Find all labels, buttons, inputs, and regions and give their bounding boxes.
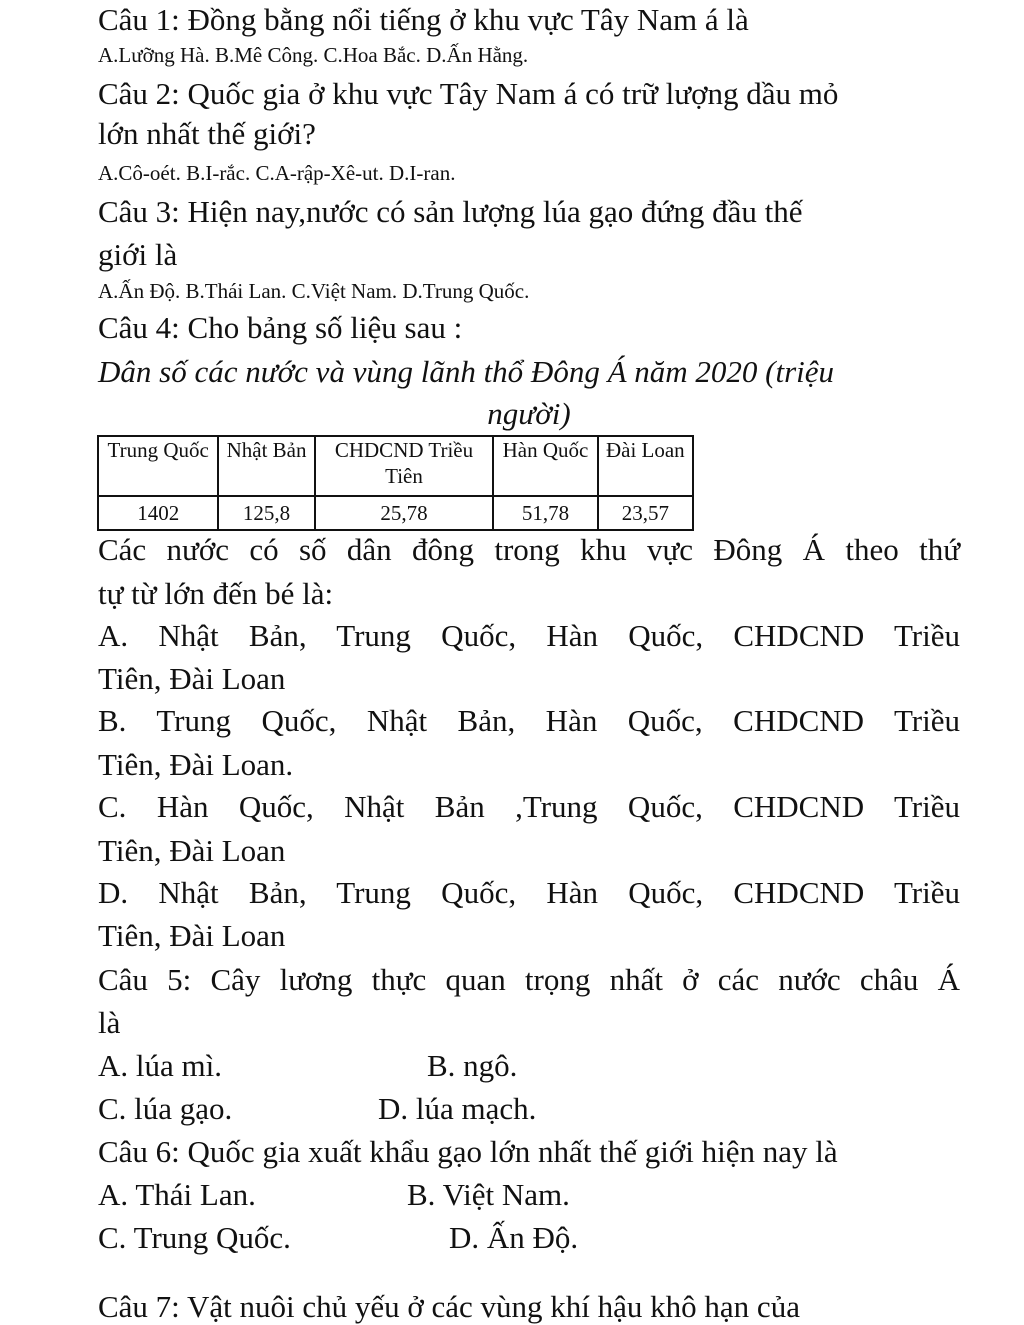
table-value-cell: 1402	[98, 496, 218, 530]
option-a-line-1: A. Nhật Bản, Trung Quốc, Hàn Quốc, CHDCND Triều	[98, 618, 960, 653]
question-5-option-a: A. lúa mì.	[98, 1048, 222, 1083]
option-b-line-2: Tiên, Đài Loan.	[98, 747, 294, 782]
question-4: Câu 4: Cho bảng số liệu sau :	[98, 310, 463, 345]
question-1-options: A.Lưỡng Hà. B.Mê Công. C.Hoa Bắc. D.Ấn Hằng.	[98, 43, 529, 67]
option-c-line-1: C. Hàn Quốc, Nhật Bản ,Trung Quốc, CHDCND Triều	[98, 789, 960, 824]
question-2-line-2: lớn nhất thế giới?	[98, 116, 316, 151]
table-value-cell: 23,57	[598, 496, 693, 530]
question-5-option-b: B. ngô.	[427, 1048, 518, 1083]
table-title-line-1: Dân số các nước và vùng lãnh thổ Đông Á năm 2020 (triệu	[98, 354, 835, 389]
question-6-option-d: D. Ấn Độ.	[449, 1220, 579, 1255]
question-6-option-c: C. Trung Quốc.	[98, 1220, 291, 1255]
question-5-line-2: là	[98, 1005, 121, 1040]
option-c-line-2: Tiên, Đài Loan	[98, 833, 286, 868]
question-3-line-1: Câu 3: Hiện nay,nước có sản lượng lúa gạo đứng đầu thế	[98, 194, 803, 229]
question-6: Câu 6: Quốc gia xuất khẩu gạo lớn nhất thế giới hiện nay là	[98, 1134, 838, 1169]
table-title-line-2: người)	[487, 396, 571, 431]
table-value-row	[98, 496, 693, 530]
question-6-option-a: A. Thái Lan.	[98, 1177, 256, 1212]
question-3-line-2: giới là	[98, 237, 178, 272]
question-4-prompt-line-1: Các nước có số dân đông trong khu vực Đông Á theo thứ	[98, 532, 960, 567]
question-5-line-1: Câu 5: Cây lương thực quan trọng nhất ở các nước châu Á	[98, 962, 960, 997]
option-d-line-2: Tiên, Đài Loan	[98, 918, 286, 953]
table-header-cell: Nhật Bản	[218, 436, 314, 496]
table-header-cell: Hàn Quốc	[493, 436, 597, 496]
option-a-line-2: Tiên, Đài Loan	[98, 661, 286, 696]
table-value-cell: 25,78	[315, 496, 494, 530]
question-5-option-c: C. lúa gạo.	[98, 1091, 233, 1126]
option-d-line-1: D. Nhật Bản, Trung Quốc, Hàn Quốc, CHDCND Triều	[98, 875, 960, 910]
question-7-partial: Câu 7: Vật nuôi chủ yếu ở các vùng khí hậu khô hạn của	[98, 1289, 800, 1324]
question-4-prompt-line-2: tự từ lớn đến bé là:	[98, 576, 334, 611]
question-6-option-b: B. Việt Nam.	[407, 1177, 570, 1212]
table-value-cell: 51,78	[493, 496, 597, 530]
table-header-cell: Trung Quốc	[98, 436, 218, 496]
question-3-options: A.Ấn Độ. B.Thái Lan. C.Việt Nam. D.Trung Quốc.	[98, 279, 530, 303]
question-2-options: A.Cô-oét. B.I-rắc. C.A-rập-Xê-ut. D.I-ran.	[98, 161, 456, 185]
population-table	[97, 435, 694, 531]
option-b-line-1: B. Trung Quốc, Nhật Bản, Hàn Quốc, CHDCND Triều	[98, 703, 960, 738]
table-header-row	[98, 436, 693, 496]
table-header-cell: CHDCND Triều Tiên	[315, 436, 494, 496]
table-value-cell: 125,8	[218, 496, 314, 530]
question-5-option-d: D. lúa mạch.	[378, 1091, 537, 1126]
question-1: Câu 1: Đồng bằng nổi tiếng ở khu vực Tây Nam á là	[98, 2, 749, 37]
question-2-line-1: Câu 2: Quốc gia ở khu vực Tây Nam á có trữ lượng dầu mỏ	[98, 76, 839, 111]
table-header-cell: Đài Loan	[598, 436, 693, 496]
